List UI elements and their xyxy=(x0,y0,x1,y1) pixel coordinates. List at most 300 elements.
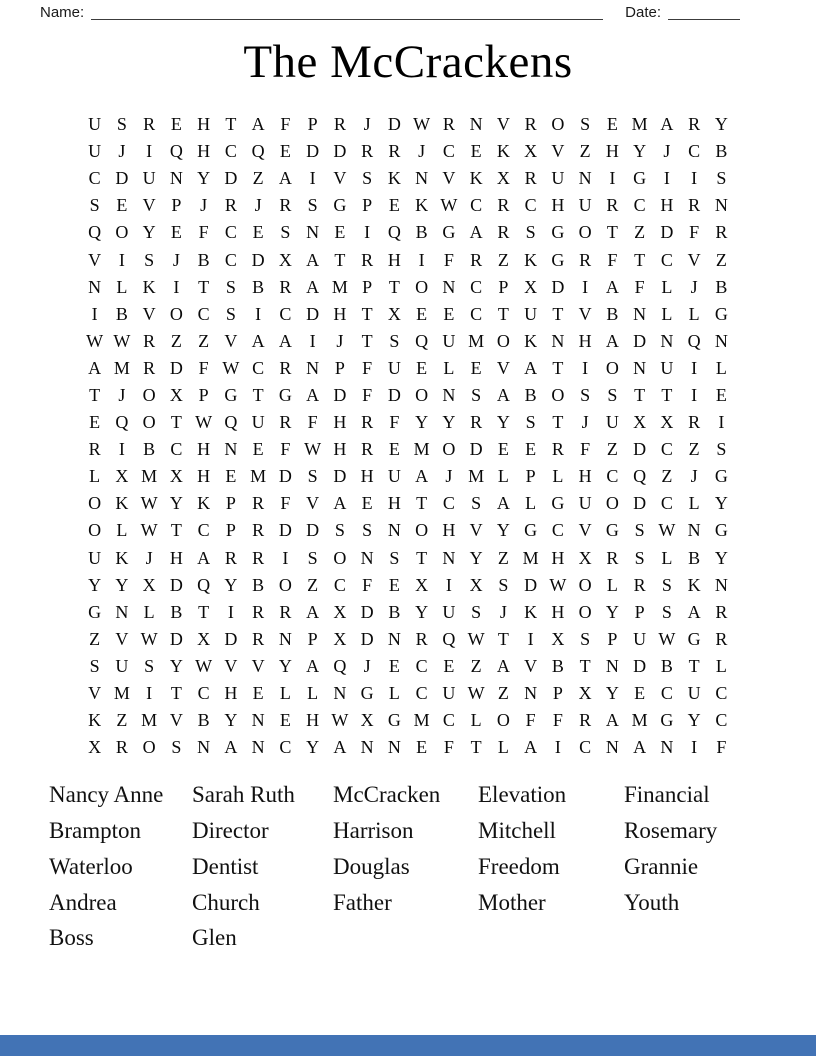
grid-letter: A xyxy=(333,737,347,758)
grid-letter: A xyxy=(469,222,483,243)
grid-letter: C xyxy=(660,439,673,460)
grid-letter: X xyxy=(578,547,592,568)
grid-letter: X xyxy=(197,628,211,649)
grid-letter: V xyxy=(524,655,538,676)
grid-letter: A xyxy=(278,330,292,351)
grid-row xyxy=(81,572,735,599)
word-list-item: Nancy Anne xyxy=(49,782,164,808)
grid-letter: R xyxy=(279,357,292,378)
grid-letter: Q xyxy=(224,412,238,433)
grid-letter: S xyxy=(362,520,373,541)
bottom-bar xyxy=(0,1035,816,1056)
grid-letter: S xyxy=(580,114,591,135)
grid-letter: W xyxy=(140,628,158,649)
grid-letter: V xyxy=(578,303,592,324)
grid-row xyxy=(81,246,735,273)
grid-letter: Y xyxy=(306,737,320,758)
grid-letter: F xyxy=(443,249,454,270)
grid-letter: S xyxy=(89,195,100,216)
grid-letter: C xyxy=(470,195,483,216)
grid-letter: I xyxy=(118,249,125,270)
grid-letter: O xyxy=(415,520,429,541)
grid-letter: F xyxy=(307,412,318,433)
grid-letter: O xyxy=(496,710,510,731)
grid-letter: U xyxy=(142,168,156,189)
grid-letter: S xyxy=(525,412,536,433)
grid-letter: T xyxy=(170,683,182,704)
grid-letter: M xyxy=(468,330,485,351)
grid-letter: Z xyxy=(688,439,700,460)
grid-letter: Z xyxy=(470,655,482,676)
grid-letter: N xyxy=(224,439,238,460)
grid-letter: N xyxy=(360,737,374,758)
grid-letter: D xyxy=(278,520,292,541)
grid-letter: U xyxy=(551,168,565,189)
grid-letter: E xyxy=(252,683,264,704)
grid-letter: R xyxy=(388,141,401,162)
grid-letter: A xyxy=(306,601,320,622)
grid-letter: Q xyxy=(687,330,701,351)
grid-letter: X xyxy=(360,710,374,731)
grid-letter: Y xyxy=(224,710,238,731)
grid-letter: U xyxy=(442,683,456,704)
grid-letter: O xyxy=(333,547,347,568)
grid-letter: I xyxy=(691,357,698,378)
grid-letter: A xyxy=(415,466,429,487)
grid-letter: T xyxy=(252,384,264,405)
grid-letter: I xyxy=(609,168,616,189)
grid-letter: J xyxy=(663,141,671,162)
grid-letter: N xyxy=(387,520,401,541)
grid-letter: J xyxy=(363,655,371,676)
grid-letter: C xyxy=(633,195,646,216)
grid-letter: P xyxy=(498,276,509,297)
grid-letter: S xyxy=(634,547,645,568)
grid-letter: G xyxy=(387,710,401,731)
word-list-column xyxy=(333,777,478,956)
word-list-item: Mother xyxy=(478,889,546,915)
grid-row xyxy=(81,463,735,490)
grid-letter: C xyxy=(224,222,237,243)
grid-letter: V xyxy=(115,628,129,649)
grid-letter: N xyxy=(251,710,265,731)
grid-letter: X xyxy=(169,384,183,405)
word-list-item: Mitchell xyxy=(478,818,556,844)
grid-letter: C xyxy=(551,520,564,541)
grid-letter: U xyxy=(442,330,456,351)
grid-letter: C xyxy=(197,683,210,704)
grid-letter: L xyxy=(497,466,509,487)
grid-letter: H xyxy=(333,303,347,324)
grid-letter: G xyxy=(524,520,538,541)
grid-letter: J xyxy=(118,141,126,162)
grid-letter: X xyxy=(524,276,538,297)
grid-letter: R xyxy=(252,628,265,649)
grid-letter: I xyxy=(146,683,153,704)
grid-letter: P xyxy=(634,601,645,622)
grid-letter: A xyxy=(251,114,265,135)
grid-letter: Y xyxy=(714,493,728,514)
grid-letter: E xyxy=(334,222,346,243)
grid-letter: R xyxy=(279,601,292,622)
grid-letter: T xyxy=(416,547,428,568)
grid-letter: T xyxy=(552,412,564,433)
word-list-item: Grannie xyxy=(624,853,699,879)
grid-letter: A xyxy=(306,655,320,676)
grid-letter: Y xyxy=(415,601,429,622)
grid-letter: B xyxy=(415,222,428,243)
grid-letter: C xyxy=(224,141,237,162)
grid-letter: W xyxy=(140,493,158,514)
grid-row xyxy=(81,436,735,463)
grid-letter: M xyxy=(141,466,158,487)
grid-letter: B xyxy=(115,303,128,324)
grid-letter: N xyxy=(442,547,456,568)
grid-letter: U xyxy=(115,655,129,676)
grid-letter: L xyxy=(552,466,564,487)
grid-letter: J xyxy=(690,466,698,487)
grid-letter: B xyxy=(606,303,619,324)
grid-letter: K xyxy=(524,601,538,622)
grid-letter: N xyxy=(306,222,320,243)
grid-letter: P xyxy=(362,276,373,297)
grid-row xyxy=(81,301,735,328)
grid-row xyxy=(81,490,735,517)
grid-letter: E xyxy=(497,439,509,460)
grid-letter: D xyxy=(169,357,183,378)
grid-letter: Z xyxy=(307,574,319,595)
grid-letter: R xyxy=(470,412,483,433)
grid-letter: K xyxy=(496,141,510,162)
grid-letter: I xyxy=(554,737,561,758)
grid-letter: A xyxy=(660,114,674,135)
grid-letter: R xyxy=(361,249,374,270)
grid-letter: Y xyxy=(278,655,292,676)
grid-letter: U xyxy=(442,601,456,622)
grid-letter: D xyxy=(224,628,238,649)
grid-letter: F xyxy=(716,737,727,758)
grid-letter: B xyxy=(660,655,673,676)
grid-letter: F xyxy=(389,412,400,433)
grid-letter: P xyxy=(225,520,236,541)
grid-letter: J xyxy=(145,547,153,568)
grid-letter: R xyxy=(279,195,292,216)
grid-letter: E xyxy=(416,303,428,324)
grid-letter: D xyxy=(306,303,320,324)
grid-letter: O xyxy=(578,222,592,243)
grid-letter: P xyxy=(525,466,536,487)
grid-letter: I xyxy=(282,547,289,568)
grid-letter: U xyxy=(524,303,538,324)
grid-letter: C xyxy=(688,141,701,162)
word-list-item: Father xyxy=(333,889,392,915)
grid-letter: P xyxy=(607,628,618,649)
word-list xyxy=(49,777,816,956)
grid-letter: N xyxy=(660,330,674,351)
grid-letter: P xyxy=(362,195,373,216)
grid-letter: D xyxy=(333,141,347,162)
grid-letter: J xyxy=(118,384,126,405)
grid-letter: X xyxy=(88,737,102,758)
grid-letter: Q xyxy=(333,655,347,676)
grid-letter: X xyxy=(633,412,647,433)
grid-letter: E xyxy=(606,114,618,135)
grid-letter: U xyxy=(387,357,401,378)
grid-letter: J xyxy=(172,249,180,270)
grid-letter: R xyxy=(115,737,128,758)
grid-letter: G xyxy=(278,384,292,405)
grid-row xyxy=(81,274,735,301)
grid-letter: Q xyxy=(169,141,183,162)
grid-letter: Q xyxy=(251,141,265,162)
grid-letter: X xyxy=(469,574,483,595)
grid-letter: C xyxy=(415,683,428,704)
grid-letter: I xyxy=(691,168,698,189)
grid-letter: O xyxy=(115,222,129,243)
grid-letter: M xyxy=(250,466,267,487)
grid-letter: A xyxy=(524,357,538,378)
grid-letter: P xyxy=(334,357,345,378)
grid-letter: O xyxy=(605,357,619,378)
grid-letter: C xyxy=(279,303,292,324)
grid-letter: R xyxy=(361,141,374,162)
word-list-item: Sarah Ruth xyxy=(192,782,295,808)
grid-letter: M xyxy=(141,710,158,731)
grid-letter: X xyxy=(142,574,156,595)
grid-letter: T xyxy=(89,384,101,405)
grid-letter: S xyxy=(525,222,536,243)
grid-letter: L xyxy=(525,493,537,514)
grid-letter: D xyxy=(115,168,129,189)
grid-letter: O xyxy=(88,520,102,541)
grid-letter: Z xyxy=(497,547,509,568)
grid-letter: A xyxy=(605,276,619,297)
grid-letter: R xyxy=(252,547,265,568)
grid-letter: U xyxy=(633,628,647,649)
grid-letter: O xyxy=(605,493,619,514)
grid-letter: A xyxy=(496,384,510,405)
grid-letter: R xyxy=(442,114,455,135)
grid-letter: R xyxy=(252,520,265,541)
grid-letter: K xyxy=(115,493,129,514)
grid-letter: T xyxy=(361,330,373,351)
grid-letter: Z xyxy=(579,141,591,162)
grid-letter: R xyxy=(715,628,728,649)
grid-letter: N xyxy=(660,737,674,758)
date-label: Date: xyxy=(625,4,661,21)
grid-letter: A xyxy=(306,249,320,270)
grid-letter: H xyxy=(551,601,565,622)
grid-letter: N xyxy=(169,168,183,189)
grid-letter: R xyxy=(88,439,101,460)
grid-letter: H xyxy=(333,439,347,460)
grid-letter: M xyxy=(631,114,648,135)
grid-letter: Y xyxy=(169,655,183,676)
grid-letter: E xyxy=(279,710,291,731)
grid-letter: R xyxy=(252,601,265,622)
grid-letter: B xyxy=(143,439,156,460)
grid-letter: N xyxy=(605,655,619,676)
grid-letter: L xyxy=(661,547,673,568)
grid-letter: M xyxy=(113,683,130,704)
grid-letter: S xyxy=(171,737,182,758)
grid-letter: H xyxy=(224,683,238,704)
grid-letter: F xyxy=(525,710,536,731)
grid-letter: C xyxy=(715,710,728,731)
grid-letter: N xyxy=(251,737,265,758)
grid-letter: V xyxy=(306,493,320,514)
grid-letter: M xyxy=(331,276,348,297)
grid-letter: Z xyxy=(606,439,618,460)
grid-letter: S xyxy=(89,655,100,676)
grid-letter: X xyxy=(169,466,183,487)
grid-letter: O xyxy=(442,439,456,460)
grid-letter: L xyxy=(661,276,673,297)
grid-letter: U xyxy=(88,547,102,568)
grid-letter: K xyxy=(687,574,701,595)
grid-letter: D xyxy=(360,601,374,622)
grid-letter: A xyxy=(306,276,320,297)
grid-letter: E xyxy=(170,114,182,135)
grid-letter: H xyxy=(169,547,183,568)
word-list-item: Harrison xyxy=(333,818,414,844)
grid-letter: C xyxy=(442,141,455,162)
grid-letter: G xyxy=(551,249,565,270)
grid-letter: Y xyxy=(224,574,238,595)
grid-letter: E xyxy=(388,655,400,676)
grid-letter: U xyxy=(578,195,592,216)
grid-letter: W xyxy=(331,710,349,731)
grid-letter: W xyxy=(113,330,131,351)
grid-letter: V xyxy=(551,141,565,162)
grid-letter: H xyxy=(197,439,211,460)
grid-letter: T xyxy=(634,249,646,270)
word-list-item: Dentist xyxy=(192,853,259,879)
grid-letter: R xyxy=(143,357,156,378)
grid-letter: F xyxy=(280,439,291,460)
grid-letter: G xyxy=(360,683,374,704)
grid-letter: U xyxy=(660,357,674,378)
grid-letter: G xyxy=(88,601,102,622)
grid-letter: Y xyxy=(714,114,728,135)
grid-letter: S xyxy=(607,384,618,405)
grid-letter: W xyxy=(658,628,676,649)
grid-letter: N xyxy=(442,384,456,405)
grid-letter: C xyxy=(579,737,592,758)
grid-letter: L xyxy=(715,655,727,676)
grid-letter: T xyxy=(634,384,646,405)
grid-letter: C xyxy=(470,276,483,297)
grid-letter: Y xyxy=(142,222,156,243)
grid-letter: E xyxy=(170,222,182,243)
grid-letter: O xyxy=(278,574,292,595)
grid-row xyxy=(81,382,735,409)
grid-letter: D xyxy=(387,114,401,135)
grid-letter: T xyxy=(361,303,373,324)
grid-letter: J xyxy=(200,195,208,216)
grid-letter: N xyxy=(578,168,592,189)
grid-letter: G xyxy=(633,168,647,189)
name-date-row xyxy=(0,0,816,21)
grid-letter: F xyxy=(607,249,618,270)
grid-letter: S xyxy=(334,520,345,541)
grid-letter: O xyxy=(496,330,510,351)
grid-letter: B xyxy=(197,710,210,731)
grid-row xyxy=(81,192,735,219)
grid-letter: Z xyxy=(170,330,182,351)
grid-letter: E xyxy=(470,141,482,162)
grid-letter: R xyxy=(252,493,265,514)
grid-letter: Z xyxy=(198,330,210,351)
word-list-item: Glen xyxy=(192,925,237,951)
grid-letter: F xyxy=(280,114,291,135)
grid-letter: T xyxy=(334,249,346,270)
grid-letter: W xyxy=(195,655,213,676)
grid-letter: V xyxy=(578,520,592,541)
puzzle-title: The McCrackens xyxy=(243,36,573,88)
grid-letter: O xyxy=(415,384,429,405)
grid-letter: C xyxy=(224,249,237,270)
grid-letter: Z xyxy=(116,710,128,731)
grid-letter: I xyxy=(582,357,589,378)
grid-letter: D xyxy=(306,520,320,541)
grid-letter: R xyxy=(415,628,428,649)
grid-letter: G xyxy=(714,466,728,487)
grid-letter: R xyxy=(279,276,292,297)
grid-letter: I xyxy=(309,168,316,189)
grid-letter: R xyxy=(497,222,510,243)
grid-letter: T xyxy=(198,276,210,297)
grid-letter: I xyxy=(91,303,98,324)
word-list-item: Freedom xyxy=(478,853,560,879)
grid-letter: C xyxy=(660,683,673,704)
letter-grid xyxy=(81,111,735,761)
grid-letter: D xyxy=(169,574,183,595)
grid-letter: O xyxy=(415,276,429,297)
grid-letter: V xyxy=(224,655,238,676)
grid-letter: H xyxy=(551,547,565,568)
grid-row xyxy=(81,328,735,355)
grid-letter: F xyxy=(362,574,373,595)
grid-letter: A xyxy=(251,330,265,351)
grid-letter: C xyxy=(197,520,210,541)
grid-letter: H xyxy=(197,466,211,487)
grid-letter: L xyxy=(116,276,128,297)
grid-letter: Y xyxy=(415,412,429,433)
grid-letter: J xyxy=(336,330,344,351)
grid-letter: P xyxy=(307,628,318,649)
grid-letter: L xyxy=(89,466,101,487)
grid-letter: Z xyxy=(661,466,673,487)
grid-letter: R xyxy=(361,439,374,460)
grid-letter: O xyxy=(578,574,592,595)
grid-letter: S xyxy=(661,574,672,595)
grid-letter: S xyxy=(471,601,482,622)
grid-letter: Y xyxy=(605,683,619,704)
grid-letter: I xyxy=(663,168,670,189)
grid-letter: S xyxy=(307,547,318,568)
grid-letter: C xyxy=(279,737,292,758)
grid-letter: L xyxy=(279,683,291,704)
grid-letter: F xyxy=(362,357,373,378)
word-list-item: Brampton xyxy=(49,818,141,844)
grid-letter: E xyxy=(225,466,237,487)
grid-letter: L xyxy=(688,493,700,514)
grid-letter: P xyxy=(198,384,209,405)
grid-letter: Y xyxy=(88,574,102,595)
grid-letter: S xyxy=(498,574,509,595)
word-list-item: Douglas xyxy=(333,853,410,879)
